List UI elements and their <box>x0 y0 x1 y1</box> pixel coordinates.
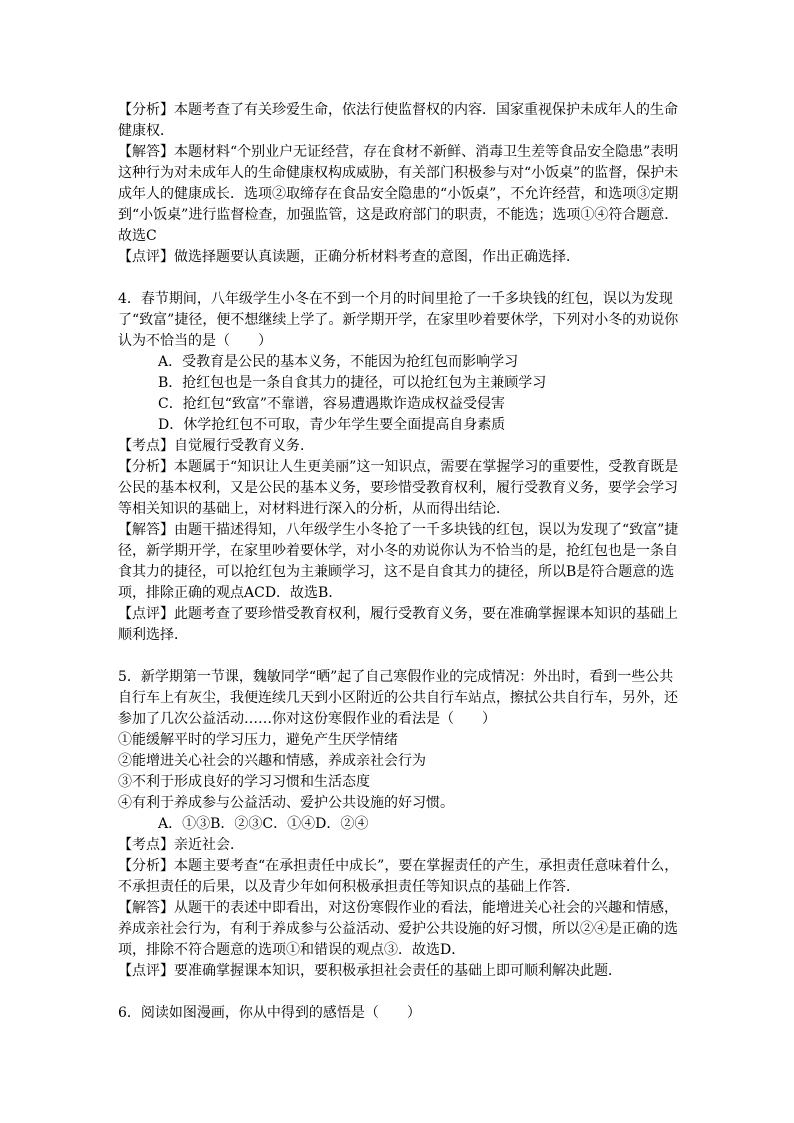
q5-options: A．①③B．②③C．①④D．②④ <box>158 816 369 832</box>
question-3-analysis <box>118 100 684 268</box>
q4-dianping: 【点评】此题考查了要珍惜受教育权利，履行受教育义务，要在准确掌握课本知识的基础上顺利选择． <box>118 606 678 643</box>
q5-item-4: ④有利于养成参与公益活动、爱护公共设施的好习惯。 <box>118 795 454 811</box>
q4-option-d: D．休学抢红包不可取，青少年学生要全面提高自身素质 <box>158 417 506 433</box>
q4-option-b: B．抢红包也是一条自食其力的捷径，可以抢红包为主兼顾学习 <box>158 375 547 391</box>
q4-option-a: A．受教育是公民的基本义务，不能因为抢红包而影响学习 <box>158 354 519 370</box>
q5-item-3: ③不利于形成良好的学习习惯和生活态度 <box>118 774 370 790</box>
question-4 <box>118 289 684 646</box>
question-6 <box>118 1003 684 1024</box>
q3-jieda: 【解答】本题材料“个别业户无证经营，存在食材不新鲜、消毒卫生差等食品安全隐患”表明这种行为对未成年人的生命健康权构成威胁，有关部门积极参与对“小饭桌”的监督，保护未成年人的健康成长．选项②取缔存在食品安全隐患的“小饭桌”，不允许经营，和选项③定期到“小饭桌”进行监督检查，加强监管，这是政府部门的职责，不能选；选项①④符合题意．故选C <box>118 144 679 244</box>
q5-fenxi: 【分析】本题主要考查“在承担责任中成长”，要在掌握责任的产生，承担责任意味着什么，不承担责任的后果，以及青少年如何积极承担责任等知识点的基础上作答． <box>118 858 679 895</box>
q4-kaodian: 【考点】自觉履行受教育义务． <box>118 438 314 454</box>
q5-jieda: 【解答】从题干的表述中即看出，对这份寒假作业的看法，能增进关心社会的兴趣和情感，养成亲社会行为，有利于养成参与公益活动、爱护公共设施的好习惯，所以②④是正确的选项，排除不符合题意的选项①和错误的观点③．故选D． <box>118 900 678 958</box>
q3-dianping: 【点评】做选择题要认真读题，正确分析材料考查的意图，作出正确选择． <box>118 249 580 265</box>
q5-kaodian: 【考点】亲近社会． <box>118 837 244 853</box>
question-5 <box>118 667 684 982</box>
q4-fenxi: 【分析】本题属于“知识让人生更美丽”这一知识点，需要在掌握学习的重要性，受教育既是公民的基本权利，又是公民的基本义务，要珍惜受教育权利，履行受教育义务，要学会学习等相关知识的基础上，对材料进行深入的分析，从而得出结论． <box>118 459 679 517</box>
spacer <box>118 268 684 289</box>
q5-item-1: ①能缓解平时的学习压力，避免产生厌学情绪 <box>118 732 398 748</box>
q6-stem: 6．阅读如图漫画，你从中得到的感悟是（ ） <box>118 1005 421 1021</box>
q4-stem: 4．春节期间，八年级学生小冬在不到一个月的时间里抢了一千多块钱的红包，误以为发现了“致富”捷径，便不想继续上学了。新学期开学，在家里吵着要休学，下列对小冬的劝说你认为不恰当的是（ ） <box>118 291 679 349</box>
q5-item-2: ②能增进关心社会的兴趣和情感，养成亲社会行为 <box>118 753 426 769</box>
document-page <box>118 100 684 1024</box>
q5-stem: 5．新学期第一节课，魏敏同学“晒”起了自己寒假作业的完成情况：外出时，看到一些公共自行车上有灰尘，我便连续几天到小区附近的公共自行车站点，擦拭公共自行车，另外，还参加了几次公益活动……你对这份寒假作业的看法是（ ） <box>118 669 678 727</box>
q3-fenxi: 【分析】本题考查了有关珍爱生命，依法行使监督权的内容．国家重视保护未成年人的生命健康权． <box>118 102 678 139</box>
q4-jieda: 【解答】由题干描述得知，八年级学生小冬抢了一千多块钱的红包，误以为发现了“致富”捷径，新学期开学，在家里吵着要休学，对小冬的劝说你认为不恰当的是，抢红包也是一条自食其力的捷径，可以抢红包为主兼顾学习，这不是自食其力的捷径，所以B是符合题意的选项，排除正确的观点ACD．故选B． <box>118 522 679 601</box>
q4-option-c: C．抢红包“致富”不靠谱，容易遭遇欺诈造成权益受侵害 <box>158 396 506 412</box>
spacer <box>118 982 684 1003</box>
q5-dianping: 【点评】要准确掌握课本知识，要积极承担社会责任的基础上即可顺利解决此题． <box>118 963 622 979</box>
spacer <box>118 646 684 667</box>
